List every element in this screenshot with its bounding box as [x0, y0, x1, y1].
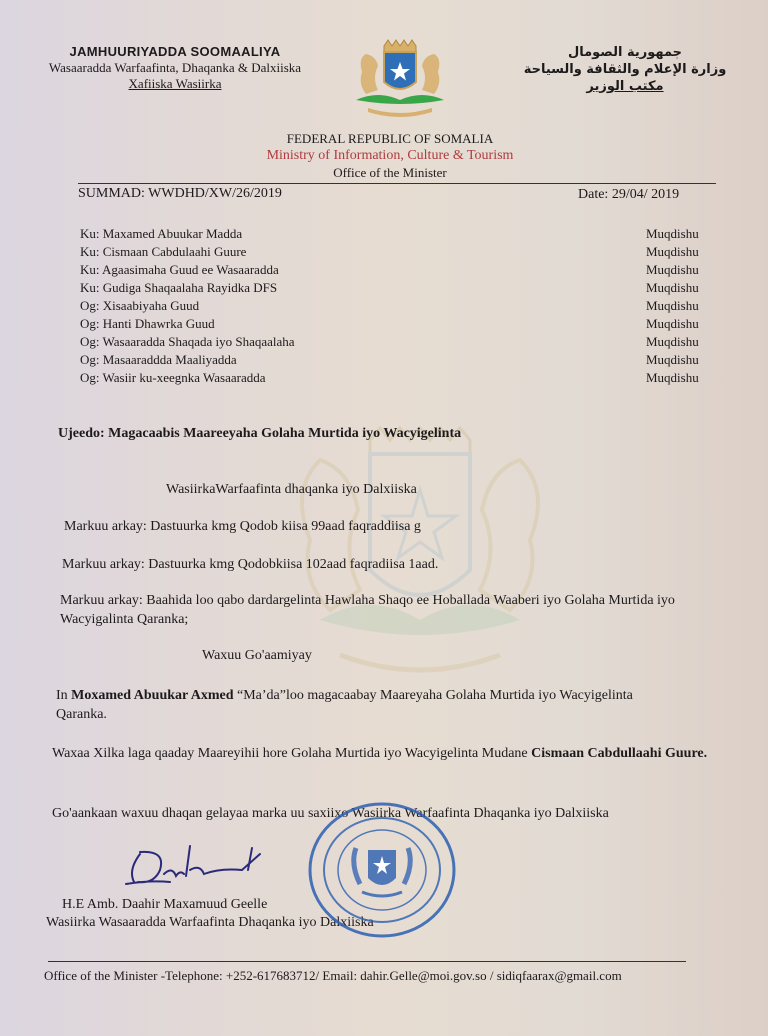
reference-number: SUMMAD: WWDHD/XW/26/2019	[78, 186, 282, 201]
recipient-city: Muqdishu	[646, 298, 699, 313]
recipient-name: Gudiga Shaqaalaha Rayidka DFS	[102, 280, 278, 295]
recipient-prefix: Og:	[80, 370, 100, 385]
header-somali	[30, 44, 320, 92]
header-english	[200, 130, 580, 181]
recipient-name: Wasiir ku-xeegnka Wasaaradda	[102, 370, 266, 385]
recipient-city: Muqdishu	[646, 352, 699, 367]
footer-divider	[48, 961, 686, 962]
issuing-authority: WasiirkaWarfaafinta dhaqanka iyo Dalxiiska	[166, 482, 417, 497]
decision-removal	[52, 744, 728, 763]
effective-clause: Go'aankaan waxuu dhaqan gelayaa marka uu saxiixo Wasiirka Warfaafinta Dhaqanka iyo Dalxiiska	[52, 806, 609, 821]
handwritten-signature-icon	[120, 840, 270, 890]
recipient-prefix: Ku:	[80, 226, 100, 241]
recipient-city: Muqdishu	[646, 280, 699, 295]
recipient-prefix: Og:	[80, 334, 100, 349]
header-divider	[78, 183, 716, 184]
decision-text: In	[56, 688, 72, 703]
whereas-clause-1: Markuu arkay: Dastuurka kmg Qodob kiisa 99aad faqraddiisa g	[64, 519, 421, 534]
document-date: Date: 29/04/ 2019	[578, 187, 680, 202]
recipient-city: Muqdishu	[646, 370, 699, 385]
recipient-city: Muqdishu	[646, 244, 699, 259]
recipient-item	[80, 370, 740, 388]
somalia-coat-of-arms-icon	[348, 38, 452, 120]
decision-text: Waxaa Xilka laga qaaday Maareyihii hore Golaha Murtida iyo Wacyigelinta Mudane	[52, 746, 532, 761]
recipient-name: Wasaaradda Shaqada iyo Shaqaalaha	[102, 334, 295, 349]
recipient-name: Cismaan Cabdulaahi Guure	[102, 244, 247, 259]
recipient-city: Muqdishu	[646, 316, 699, 331]
recipient-item	[80, 334, 740, 352]
recipient-city: Muqdishu	[646, 334, 699, 349]
recipient-name: Agaasimaha Guud ee Wasaaradda	[102, 262, 279, 277]
republic-name-arabic: جمهورية الصومال	[567, 45, 683, 60]
recipient-item	[80, 244, 740, 262]
subject-line: Ujeedo: Magacaabis Maareeyaha Golaha Murtida iyo Wacyigelinta	[58, 426, 462, 441]
recipient-name: Masaaraddda Maaliyadda	[102, 352, 237, 367]
header-arabic	[500, 44, 750, 95]
whereas-clause-2: Markuu arkay: Dastuurka kmg Qodobkiisa 102aad faqradiisa 1aad.	[62, 557, 439, 572]
recipient-prefix: Og:	[80, 298, 100, 313]
office-name-english: Office of the Minister	[333, 165, 447, 180]
recipient-item	[80, 316, 740, 334]
recipient-item	[80, 298, 740, 316]
recipient-name: Hanti Dhawrka Guud	[102, 316, 215, 331]
ministry-name-arabic: وزارة الإعلام والثقافة والسياحة	[523, 62, 727, 77]
signatory-title: Wasiirka Wasaaradda Warfaafinta Dhaqanka iyo Dalxiiska	[46, 915, 374, 930]
appointee-name: Moxamed Abuukar Axmed	[71, 688, 234, 703]
office-name-somali: Xafiiska Wasiirka	[128, 76, 222, 91]
recipient-item	[80, 226, 740, 244]
footer-contact: Office of the Minister -Telephone: +252-617683712/ Email: dahir.Gelle@moi.gov.so / sidiqfaarax@gmail.com	[44, 968, 622, 983]
recipient-item	[80, 280, 740, 298]
recipient-item	[80, 352, 740, 370]
recipient-name: Maxamed Abuukar Madda	[102, 226, 243, 241]
republic-name-somali: JAMHUURIYADDA SOOMAALIYA	[69, 44, 281, 59]
recipient-name: Xisaabiyaha Guud	[102, 298, 200, 313]
recipient-prefix: Ku:	[80, 262, 100, 277]
decision-text: “Ma’da”loo magacaabay Maareyaha Golaha Murtida iyo Wacyigelinta Qaranka.	[56, 688, 633, 722]
removed-official-name: Cismaan Cabdullaahi Guure.	[531, 746, 708, 761]
decision-heading: Waxuu Go'aamiyay	[202, 648, 312, 663]
signatory-name: H.E Amb. Daahir Maxamuud Geelle	[62, 897, 268, 912]
recipient-item	[80, 262, 740, 280]
office-name-arabic: مكتب الوزير	[586, 79, 664, 94]
ministry-name-english: Ministry of Information, Culture & Tourism	[266, 148, 514, 163]
recipient-city: Muqdishu	[646, 226, 699, 241]
recipient-prefix: Ku:	[80, 280, 100, 295]
republic-name-english: FEDERAL REPUBLIC OF SOMALIA	[286, 131, 494, 146]
recipient-prefix: Ku:	[80, 244, 100, 259]
recipient-city: Muqdishu	[646, 262, 699, 277]
ministry-name-somali: Wasaaradda Warfaafinta, Dhaqanka & Dalxiiska	[48, 60, 302, 75]
official-seal-stamp-icon	[306, 800, 458, 940]
whereas-clause-3: Markuu arkay: Baahida loo qabo dardargelinta Hawlaha Shaqo ee Hoballada Waaberi iyo Golaha Murtida iyo Wacyigalinta Qaranka;	[60, 593, 675, 627]
decision-appointment	[56, 686, 656, 724]
recipient-prefix: Og:	[80, 316, 100, 331]
recipient-prefix: Og:	[80, 352, 100, 367]
